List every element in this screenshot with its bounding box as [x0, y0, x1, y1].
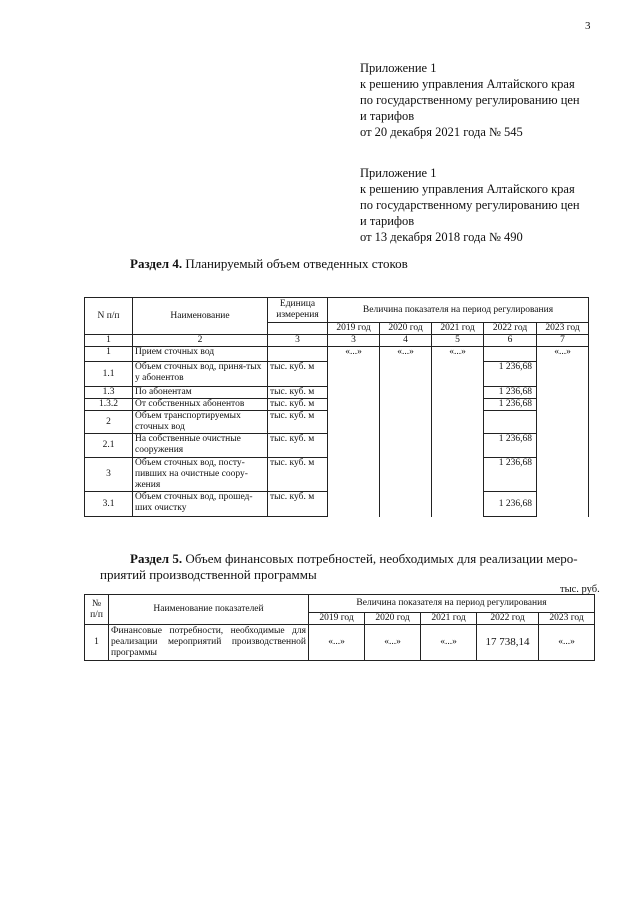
row-unit: тыс. куб. м: [268, 411, 328, 434]
row-name: От собственных абонентов: [133, 399, 268, 411]
value-2023: «...»: [537, 347, 589, 517]
header-year: 2023 год: [539, 613, 595, 625]
appendix-block-current: [360, 60, 580, 140]
section-5-title: [100, 551, 590, 583]
value-2020: «...»: [365, 625, 421, 661]
appendix-line: к решению управления Алтайского края: [360, 77, 575, 91]
value-2019: «...»: [309, 625, 365, 661]
row-name: На собственные очистные сооружения: [133, 434, 268, 458]
section-4-label: Раздел 4.: [130, 256, 183, 271]
row-num: 2: [85, 411, 133, 434]
value-2022: 1 236,68: [484, 399, 537, 411]
header-year: 2021 год: [421, 613, 477, 625]
row-num: 1: [85, 625, 109, 661]
value-2021: «...»: [421, 625, 477, 661]
unit-label: тыс. руб.: [560, 584, 600, 595]
row-unit: тыс. куб. м: [268, 492, 328, 517]
row-name: Объем транспортируемых сточных вод: [133, 411, 268, 434]
appendix-line: от 20 декабря 2021 года № 545: [360, 125, 523, 139]
row-unit: тыс. куб. м: [268, 362, 328, 387]
appendix-line: и тарифов: [360, 214, 415, 228]
header-period: Величина показателя на период регулирования: [309, 595, 595, 613]
header-year: 2021 год: [432, 323, 484, 335]
section-4-title: [130, 256, 408, 272]
header-year: 2019 год: [328, 323, 380, 335]
appendix-line: от 13 декабря 2018 года № 490: [360, 230, 523, 244]
row-unit: тыс. куб. м: [268, 387, 328, 399]
value-2023: «...»: [539, 625, 595, 661]
header-year: 2019 год: [309, 613, 365, 625]
row-num: 1.3.2: [85, 399, 133, 411]
row-num: 3.1: [85, 492, 133, 517]
appendix-line: к решению управления Алтайского края: [360, 182, 575, 196]
value-2021: «...»: [432, 347, 484, 517]
value-2022: [484, 347, 537, 362]
col-number: 6: [484, 335, 537, 347]
value-2019: «...»: [328, 347, 380, 517]
row-name: Финансовые потребности, необходимые для реализации мероприятий производственной программы: [109, 625, 309, 661]
appendix-line: Приложение 1: [360, 166, 437, 180]
row-num: 1.3: [85, 387, 133, 399]
row-num: 2.1: [85, 434, 133, 458]
row-name: Прием сточных вод: [133, 347, 268, 362]
section-4-heading: Планируемый объем отведенных стоков: [182, 256, 408, 271]
appendix-line: Приложение 1: [360, 61, 437, 75]
col-number: 5: [432, 335, 484, 347]
row-name: Объем сточных вод, прошед-ших очистку: [133, 492, 268, 517]
header-year: 2020 год: [380, 323, 432, 335]
header-year: 2023 год: [537, 323, 589, 335]
row-unit: тыс. куб. м: [268, 458, 328, 492]
header-unit-blank: [268, 323, 328, 335]
header-num: № п/п: [85, 595, 109, 625]
wastewater-volume-table: [84, 297, 589, 517]
row-num: 1: [85, 347, 133, 362]
col-number: 7: [537, 335, 589, 347]
row-unit: тыс. куб. м: [268, 399, 328, 411]
section-5-heading-line1: Объем финансовых потребностей, необходимых для реализации меро-: [182, 551, 578, 566]
col-number: 1: [85, 335, 133, 347]
section-5-label: Раздел 5.: [130, 551, 183, 566]
header-unit: Единица измерения: [268, 298, 328, 323]
appendix-line: по государственному регулированию цен: [360, 93, 580, 107]
table-row: [85, 625, 595, 661]
value-2022: 1 236,68: [484, 492, 537, 517]
appendix-line: и тарифов: [360, 109, 415, 123]
row-unit: тыс. куб. м: [268, 434, 328, 458]
appendix-block-original: [360, 165, 580, 245]
row-num: 1.1: [85, 362, 133, 387]
value-2022: 1 236,68: [484, 387, 537, 399]
col-number: 2: [133, 335, 268, 347]
value-2022: 1 236,68: [484, 458, 537, 492]
col-number: 4: [380, 335, 432, 347]
header-period: Величина показателя на период регулирования: [328, 298, 589, 323]
header-year: 2020 год: [365, 613, 421, 625]
financial-needs-table: [84, 594, 595, 661]
value-2022: [484, 411, 537, 434]
value-2022: 1 236,68: [484, 362, 537, 387]
value-2020: «...»: [380, 347, 432, 517]
header-year: 2022 год: [477, 613, 539, 625]
value-2022: 1 236,68: [484, 434, 537, 458]
row-name: Объем сточных вод, посту-пивших на очистные соору-жения: [133, 458, 268, 492]
appendix-line: по государственному регулированию цен: [360, 198, 580, 212]
section-5-heading-line2: приятий производственной программы: [100, 567, 317, 582]
header-num: N п/п: [85, 298, 133, 335]
page-number: 3: [585, 20, 591, 32]
header-name: Наименование показателей: [109, 595, 309, 625]
row-num: 3: [85, 458, 133, 492]
table-row: [85, 347, 589, 362]
col-number: 3: [268, 335, 328, 347]
row-unit: [268, 347, 328, 362]
header-year: 2022 год: [484, 323, 537, 335]
value-2022: 17 738,14: [477, 625, 539, 661]
row-name: По абонентам: [133, 387, 268, 399]
col-number: 3: [328, 335, 380, 347]
row-name: Объем сточных вод, приня-тых у абонентов: [133, 362, 268, 387]
header-name: Наименование: [133, 298, 268, 335]
